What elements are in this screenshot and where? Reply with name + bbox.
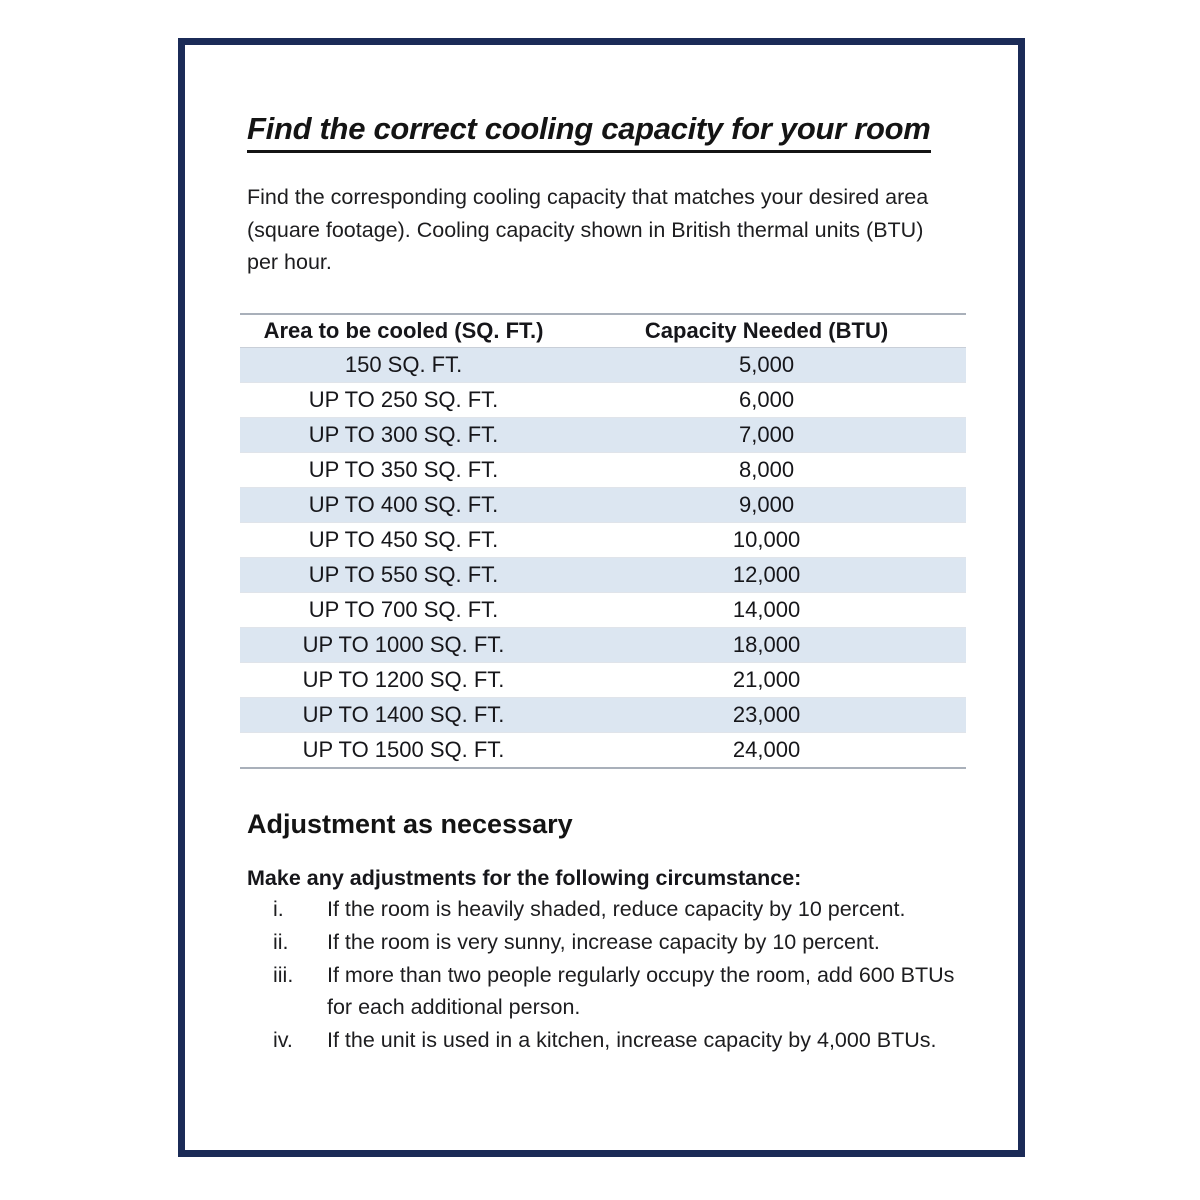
area-cell: UP TO 1400 SQ. FT. bbox=[240, 698, 567, 733]
document-page bbox=[178, 38, 1025, 1157]
area-cell: UP TO 700 SQ. FT. bbox=[240, 593, 567, 628]
capacity-cell: 24,000 bbox=[567, 733, 966, 769]
table-row bbox=[240, 628, 966, 663]
area-cell: UP TO 300 SQ. FT. bbox=[240, 418, 567, 453]
capacity-table-head bbox=[240, 314, 966, 348]
table-row bbox=[240, 488, 966, 523]
capacity-cell: 18,000 bbox=[567, 628, 966, 663]
capacity-cell: 9,000 bbox=[567, 488, 966, 523]
list-item-text: If the room is heavily shaded, reduce capacity by 10 percent. bbox=[327, 897, 906, 922]
table-row bbox=[240, 593, 966, 628]
area-cell: UP TO 1200 SQ. FT. bbox=[240, 663, 567, 698]
capacity-cell: 10,000 bbox=[567, 523, 966, 558]
table-row bbox=[240, 453, 966, 488]
adjustment-heading: Adjustment as necessary bbox=[247, 809, 573, 840]
page-title-text: Find the correct cooling capacity for your room bbox=[247, 111, 931, 153]
list-item-text: If the unit is used in a kitchen, increase capacity by 4,000 BTUs. bbox=[327, 1028, 937, 1052]
list-item-text: If the room is very sunny, increase capacity by 10 percent. bbox=[327, 929, 880, 954]
adjustment-list bbox=[247, 893, 966, 1056]
capacity-cell: 14,000 bbox=[567, 593, 966, 628]
capacity-cell: 7,000 bbox=[567, 418, 966, 453]
table-row bbox=[240, 418, 966, 453]
capacity-cell: 8,000 bbox=[567, 453, 966, 488]
capacity-cell: 6,000 bbox=[567, 383, 966, 418]
list-item-text: If more than two people regularly occupy the room, add 600 BTUs for each additional person. bbox=[327, 962, 955, 1020]
area-cell: UP TO 350 SQ. FT. bbox=[240, 453, 567, 488]
capacity-cell: 23,000 bbox=[567, 698, 966, 733]
intro-paragraph: Find the corresponding cooling capacity that matches your desired area (square footage). Cooling capacity shown in British thermal units (BTU) per hour. bbox=[247, 184, 929, 275]
area-cell: UP TO 450 SQ. FT. bbox=[240, 523, 567, 558]
table-row bbox=[240, 733, 966, 769]
capacity-table bbox=[240, 313, 966, 769]
area-cell: UP TO 1500 SQ. FT. bbox=[240, 733, 567, 769]
capacity-cell: 12,000 bbox=[567, 558, 966, 593]
list-item bbox=[247, 926, 966, 959]
area-cell: UP TO 550 SQ. FT. bbox=[240, 558, 567, 593]
capacity-cell: 21,000 bbox=[567, 663, 966, 698]
table-row bbox=[240, 698, 966, 733]
area-cell: UP TO 400 SQ. FT. bbox=[240, 488, 567, 523]
table-row bbox=[240, 663, 966, 698]
list-item bbox=[247, 959, 966, 1024]
table-row bbox=[240, 383, 966, 418]
list-item-marker: iii. bbox=[273, 962, 294, 987]
table-row bbox=[240, 348, 966, 383]
area-cell: UP TO 1000 SQ. FT. bbox=[240, 628, 567, 663]
col-header-capacity: Capacity Needed (BTU) bbox=[567, 314, 966, 348]
capacity-table-body bbox=[240, 348, 966, 769]
area-cell: 150 SQ. FT. bbox=[240, 348, 567, 383]
area-cell: UP TO 250 SQ. FT. bbox=[240, 383, 567, 418]
table-row bbox=[240, 558, 966, 593]
col-header-area: Area to be cooled (SQ. FT.) bbox=[240, 314, 567, 348]
page-title bbox=[247, 111, 966, 153]
adjustment-lead: Make any adjustments for the following circumstance: bbox=[247, 866, 802, 891]
list-item bbox=[247, 893, 966, 926]
table-row bbox=[240, 523, 966, 558]
list-item-marker: ii. bbox=[273, 929, 289, 954]
list-item-marker: iv. bbox=[273, 1028, 293, 1052]
table-header-row bbox=[240, 314, 966, 348]
list-item-marker: i. bbox=[273, 897, 284, 922]
capacity-cell: 5,000 bbox=[567, 348, 966, 383]
list-item bbox=[247, 1024, 966, 1057]
